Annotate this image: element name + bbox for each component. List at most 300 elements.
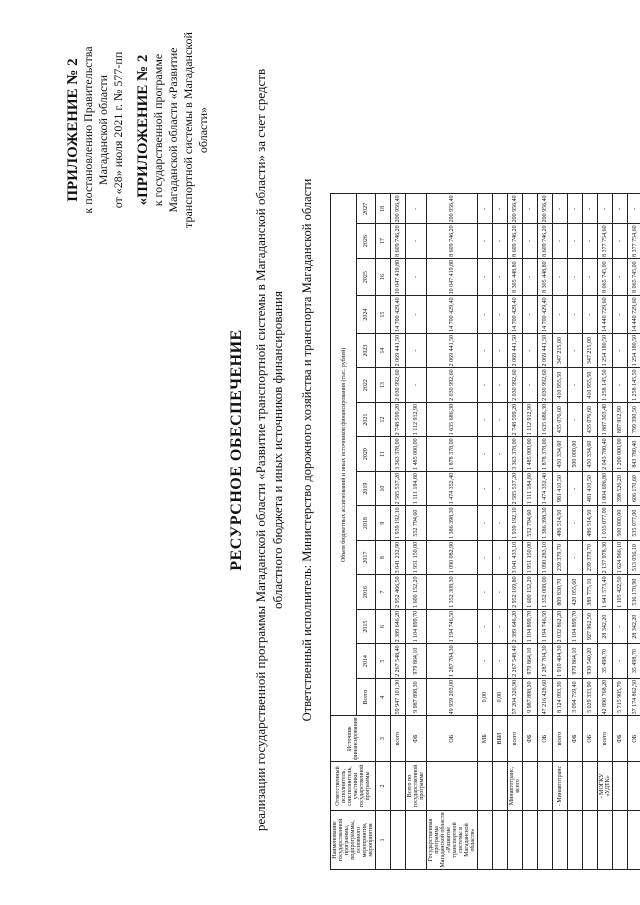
table-cell: -	[493, 575, 508, 610]
table-cell: 450 334,60	[583, 437, 598, 472]
table-cell: -	[613, 368, 628, 403]
col-header-group: Объем бюджетных ассигнований и иных источников финансирования (тыс. рублей)	[331, 194, 357, 716]
table-cell	[613, 762, 628, 811]
table-cell	[478, 811, 493, 870]
table-cell	[391, 811, 406, 870]
table-cell	[523, 762, 538, 811]
table-cell: 535 077,00	[628, 506, 640, 541]
table-row	[508, 194, 523, 870]
table-cell: -	[493, 194, 508, 224]
table-cell: -	[478, 224, 493, 259]
table-cell: 2 267 548,40	[508, 644, 523, 679]
table-cell: -	[613, 296, 628, 334]
table-row	[406, 194, 427, 870]
table-cell: -	[583, 194, 598, 224]
table-cell: 2 043 780,40	[598, 437, 613, 472]
column-number: 6	[376, 609, 391, 644]
table-cell: 10 047 419,80	[427, 258, 478, 296]
table-cell: 200 956,40	[538, 194, 553, 224]
table-cell: 1 878 378,00	[538, 437, 553, 472]
table-cell: 1 112 912,90	[406, 402, 427, 437]
column-number: 2	[376, 762, 391, 811]
table-cell: 2 389 646,20	[508, 609, 523, 644]
table-cell: 1 287 704,30	[427, 644, 478, 679]
table-cell	[406, 811, 427, 870]
column-number: 15	[376, 296, 391, 334]
table-cell: 843 780,40	[628, 437, 640, 472]
table-cell: всего	[553, 716, 568, 762]
table-cell: 14 700 429,40	[538, 296, 553, 334]
table-cell: 481 410,50	[583, 471, 598, 506]
col-header-year: 2026	[357, 224, 376, 259]
table-cell: -	[493, 258, 508, 296]
table-row	[391, 194, 406, 870]
table-cell: 1 004 696,80	[598, 471, 613, 506]
table-cell: 1 258 145,50	[598, 368, 613, 403]
table-cell	[628, 811, 640, 870]
table-cell: -	[613, 194, 628, 224]
column-number-row	[376, 194, 391, 870]
table-cell: 1 352 008,00	[538, 575, 553, 610]
table-cell: 14 700 429,40	[427, 296, 478, 334]
table-cell: -	[568, 471, 583, 506]
table-cell: -	[613, 644, 628, 679]
table-cell: -	[478, 609, 493, 644]
table-cell: -	[568, 506, 583, 541]
table-cell: 9 987 898,30	[406, 678, 427, 716]
table-cell: 2 030 992,60	[508, 368, 523, 403]
table-cell: 3 041 433,10	[508, 540, 523, 575]
table-cell: -	[568, 402, 583, 437]
table-cell: 1 474 352,40	[427, 471, 478, 506]
table-cell: 8 609 746,20	[538, 224, 553, 259]
table-cell: 347 215,00	[553, 333, 568, 368]
table-cell: 1 194 746,50	[427, 609, 478, 644]
table-cell: 8 609 746,20	[427, 224, 478, 259]
col-header-year: 2020	[357, 437, 376, 472]
table-cell	[568, 811, 583, 870]
table-cell: -	[613, 609, 628, 644]
table-cell: 10 047 419,80	[391, 258, 406, 296]
table-cell: -	[553, 296, 568, 334]
table-cell: ОБ	[538, 716, 553, 762]
table-cell: -	[478, 368, 493, 403]
table-cell: 1 194 746,50	[538, 609, 553, 644]
table-cell: 1 104 899,70	[523, 609, 538, 644]
table-cell: ФБ	[613, 716, 628, 762]
col-header-year: 2015	[357, 609, 376, 644]
table-cell: -	[523, 333, 538, 368]
col-header-year: 2019	[357, 471, 376, 506]
table-cell	[583, 762, 598, 811]
table-cell: -	[523, 194, 538, 224]
table-cell: 2 030 992,60	[427, 368, 478, 403]
table-cell: -	[493, 333, 508, 368]
table-cell: ОБ	[628, 716, 640, 762]
table-cell: 389 775,10	[583, 575, 598, 610]
table-cell: 14 700 429,40	[508, 296, 523, 334]
table-cell: 927 962,50	[583, 609, 598, 644]
table-cell: 1 352 308,30	[427, 575, 478, 610]
table-row	[628, 194, 640, 870]
table-cell: 3 094 759,40	[568, 678, 583, 716]
table-cell: -	[493, 471, 508, 506]
table-cell: 979 864,10	[523, 644, 538, 679]
col-header-name: Наименование государственной программы, подпрограммы, основного мероприятия, мероприятия	[331, 811, 376, 870]
table-cell: -	[478, 194, 493, 224]
table-cell: 1 485 000,00	[523, 437, 538, 472]
table-cell: 979 864,10	[568, 644, 583, 679]
table-cell: -	[553, 224, 568, 259]
responsible-executor: Ответственный исполнитель: Министерство дорожного хозяйства и транспорта Магаданской области	[300, 178, 314, 722]
table-cell: 1 635 686,30	[538, 402, 553, 437]
table-cell: 1 258 145,50	[628, 368, 640, 403]
table-cell: 37 174 862,50	[628, 678, 640, 716]
column-number: 14	[376, 333, 391, 368]
document-subtitle: реализации государственной программы Магаданской области «Развитие транспортной системы в Магаданской области» за счет средств областного бюджета и иных источников финансирования	[253, 68, 285, 832]
table-cell: -	[568, 194, 583, 224]
table-cell: 552 794,60	[406, 506, 427, 541]
table-cell: -	[478, 644, 493, 679]
table-cell: 239 379,70	[553, 540, 568, 575]
table-cell: 435 076,60	[553, 402, 568, 437]
table-cell: 930 540,20	[583, 644, 598, 679]
table-cell: 799 390,50	[628, 402, 640, 437]
table-cell: -	[553, 194, 568, 224]
table-cell: 2 585 537,20	[508, 471, 523, 506]
table-cell: -	[478, 258, 493, 296]
table-cell: 8 377 754,60	[598, 224, 613, 259]
col-header-year: 2018	[357, 506, 376, 541]
table-cell: 1 104 899,70	[406, 609, 427, 644]
table-cell: -	[568, 540, 583, 575]
appendix-line-2: Магаданской области	[96, 74, 110, 186]
table-cell	[391, 762, 406, 811]
table-cell	[523, 811, 538, 870]
table-cell	[628, 762, 640, 811]
table-cell: 1 600 152,20	[523, 575, 538, 610]
table-cell: 1 090 283,10	[538, 540, 553, 575]
table-cell: -	[493, 506, 508, 541]
table-cell: 47 216 428,60	[538, 678, 553, 716]
table-cell: 200 956,40	[427, 194, 478, 224]
column-number: 1	[376, 811, 391, 870]
col-header-source: Источник финансирования	[331, 716, 376, 762]
table-cell: 8 609 746,20	[391, 224, 406, 259]
table-cell: 59 947 101,30	[391, 678, 406, 716]
table-cell	[427, 762, 478, 811]
table-cell: 2 389 646,20	[391, 609, 406, 644]
table-cell: 2 748 599,20	[508, 402, 523, 437]
table-cell: 1 624 966,10	[613, 540, 628, 575]
table-cell: 8 609 746,20	[508, 224, 523, 259]
column-number: 17	[376, 224, 391, 259]
column-number: 11	[376, 437, 391, 472]
table-cell: -	[406, 368, 427, 403]
table-cell: -	[493, 296, 508, 334]
table-cell: 2 069 441,50	[391, 333, 406, 368]
table-cell: всего	[391, 716, 406, 762]
table-cell: 1 635 686,30	[427, 402, 478, 437]
table-cell: -	[613, 333, 628, 368]
table-cell: -	[613, 224, 628, 259]
table-cell	[583, 811, 598, 870]
table-cell: 1 104 899,70	[568, 609, 583, 644]
table-cell: 8 305 448,80	[508, 258, 523, 296]
table-cell: -	[406, 194, 427, 224]
table-cell: 1 105 422,50	[613, 575, 628, 610]
table-cell: 8 377 754,60	[628, 224, 640, 259]
table-cell: 28 342,20	[628, 609, 640, 644]
table-cell: -	[478, 296, 493, 334]
table-cell: -	[583, 296, 598, 334]
table-cell: 2 030 992,60	[391, 368, 406, 403]
table-cell: - Минавтотранс	[553, 762, 568, 811]
table-cell: Всего по государственной программе	[406, 762, 427, 811]
table-cell: -	[406, 224, 427, 259]
table-cell: -	[478, 506, 493, 541]
table-cell: 552 794,60	[523, 506, 538, 541]
table-cell: всего	[508, 716, 523, 762]
table-cell: ОБ	[427, 716, 478, 762]
table-cell: 2 137 978,30	[598, 540, 613, 575]
table-cell: 5 715 905,70	[613, 678, 628, 716]
table-cell: -	[493, 368, 508, 403]
table-cell	[478, 762, 493, 811]
column-number: 8	[376, 540, 391, 575]
table-cell: 1 939 192,10	[391, 506, 406, 541]
table-row	[493, 194, 508, 870]
column-number: 9	[376, 506, 391, 541]
table-cell	[508, 811, 523, 870]
table-cell: 809 830,70	[553, 575, 568, 610]
table-cell: всего	[598, 716, 613, 762]
table-cell: 14 440 729,60	[598, 296, 613, 334]
table-cell: 8 305 448,80	[538, 258, 553, 296]
appendix-line-1: к постановлению Правительства	[81, 46, 95, 214]
table-cell: 979 864,10	[406, 644, 427, 679]
table-cell: 1 641 573,40	[598, 575, 613, 610]
table-cell: 1 112 912,90	[523, 402, 538, 437]
table-cell: 49 959 203,00	[427, 678, 478, 716]
table-cell: 1 386 398,30	[427, 506, 478, 541]
table-row	[538, 194, 553, 870]
table-cell: -	[628, 194, 640, 224]
table-cell: 1 485 000,00	[406, 437, 427, 472]
table-row	[598, 194, 613, 870]
table-cell: 42 890 768,20	[598, 678, 613, 716]
table-cell: -	[406, 296, 427, 334]
table-cell: ОБ	[583, 716, 598, 762]
table-cell	[553, 811, 568, 870]
table-cell: -	[568, 368, 583, 403]
table-cell: -	[598, 194, 613, 224]
table-cell: 1 910 404,30	[553, 644, 568, 679]
table-cell: 486 514,50	[553, 506, 568, 541]
col-header-year: 2014	[357, 644, 376, 679]
table-cell: 28 342,20	[598, 609, 613, 644]
table-cell: 2 952 169,80	[508, 575, 523, 610]
table-cell: -	[478, 540, 493, 575]
table-body	[376, 194, 640, 870]
table-cell: -	[568, 333, 583, 368]
appendix2-title: «ПРИЛОЖЕНИЕ № 2	[135, 54, 151, 206]
table-header-row	[331, 194, 357, 870]
table-cell: 2 952 466,50	[391, 575, 406, 610]
table-cell: -	[478, 437, 493, 472]
table-cell: 1 111 184,80	[523, 471, 538, 506]
table-cell: 200 956,40	[391, 194, 406, 224]
table-cell	[538, 811, 553, 870]
table-cell: 57 204 326,90	[508, 678, 523, 716]
col-header-year: 2027	[357, 194, 376, 224]
table-cell	[493, 762, 508, 811]
table-cell: 2 585 537,20	[391, 471, 406, 506]
column-number: 12	[376, 402, 391, 437]
appendix-title: ПРИЛОЖЕНИЕ № 2	[65, 58, 81, 202]
table-cell: 1 111 184,80	[406, 471, 427, 506]
table-row	[568, 194, 583, 870]
table-cell: 1 600 152,20	[406, 575, 427, 610]
column-number: 10	[376, 471, 391, 506]
table-cell: 2 032 862,20	[553, 609, 568, 644]
table-cell: 200 956,40	[508, 194, 523, 224]
table-cell: ВБИ	[493, 716, 508, 762]
table-cell	[568, 762, 583, 811]
table-cell: 1 035 077,00	[598, 506, 613, 541]
table-cell: 887 912,90	[613, 402, 628, 437]
table-cell: ФБ	[523, 716, 538, 762]
table-cell: -	[493, 224, 508, 259]
table-cell: 536 170,90	[628, 575, 640, 610]
table-cell: 1 951 150,00	[406, 540, 427, 575]
table-cell: 1 090 082,90	[427, 540, 478, 575]
column-number: 7	[376, 575, 391, 610]
table-cell: -	[406, 258, 427, 296]
table-cell: -	[493, 540, 508, 575]
table-row	[583, 194, 598, 870]
table-cell: 1 951 150,00	[523, 540, 538, 575]
col-header-year: 2022	[357, 368, 376, 403]
table-cell: -	[478, 471, 493, 506]
table-cell: 239 379,70	[583, 540, 598, 575]
table-cell: 981 410,50	[553, 471, 568, 506]
table-cell: -	[583, 224, 598, 259]
table-cell: 1 200 000,00	[613, 437, 628, 472]
table-cell: -	[478, 402, 493, 437]
table-cell: 8 124 093,30	[553, 678, 568, 716]
table-cell: ФБ	[568, 716, 583, 762]
table-row	[553, 194, 568, 870]
table-cell: -	[478, 333, 493, 368]
table-cell: -	[613, 258, 628, 296]
column-number: 16	[376, 258, 391, 296]
table-cell: -	[523, 296, 538, 334]
table-cell: -	[553, 258, 568, 296]
table-cell: -	[523, 258, 538, 296]
table-cell: Минавтотранс, всего	[508, 762, 523, 811]
table-cell: 14 440 729,60	[628, 296, 640, 334]
table-cell: 35 498,70	[628, 644, 640, 679]
table-cell: 14 700 429,40	[391, 296, 406, 334]
table-cell	[493, 811, 508, 870]
table-row	[523, 194, 538, 870]
table-cell: 9 987 898,30	[523, 678, 538, 716]
col-header-year: 2017	[357, 540, 376, 575]
table-cell: -	[406, 333, 427, 368]
column-number: 18	[376, 194, 391, 224]
col-header-year: 2021	[357, 402, 376, 437]
table-cell: 1 878 378,00	[427, 437, 478, 472]
table-cell: 347 215,00	[583, 333, 598, 368]
appendix2-text: к государственной программе Магаданской области «Развитие транспортной системы в Магаданской области»	[151, 32, 210, 228]
table-cell: 500 000,00	[568, 437, 583, 472]
document-title: РЕСУРСНОЕ ОБЕСПЕЧЕНИЕ	[228, 329, 245, 571]
table-cell: -	[493, 437, 508, 472]
table-cell: 1 474 352,40	[538, 471, 553, 506]
table-cell: - МОГКУ «УДТК»	[598, 762, 613, 811]
table-cell: -	[568, 296, 583, 334]
table-cell: 410 955,50	[553, 368, 568, 403]
col-header-year: 2023	[357, 333, 376, 368]
table-cell: 1 287 704,30	[538, 644, 553, 679]
table-cell: 2 030 992,60	[538, 368, 553, 403]
table-row	[427, 194, 478, 870]
column-number: 4	[376, 678, 391, 716]
table-cell: -	[523, 368, 538, 403]
table-row	[478, 194, 493, 870]
table-cell: 5 029 333,90	[583, 678, 598, 716]
appendix-line-3: от «28» июля 2021 г. № 577-пп	[111, 51, 125, 209]
table-cell: Государственная программа Магаданской области «Развитие транспортной системы в Магаданской области»	[428, 812, 476, 868]
table-cell	[538, 762, 553, 811]
table-cell: -	[493, 644, 508, 679]
table-row	[613, 194, 628, 870]
table-cell: 435 076,60	[583, 402, 598, 437]
table-cell: 0,00	[493, 678, 508, 716]
table-cell: -	[568, 258, 583, 296]
table-cell: 2 748 599,20	[391, 402, 406, 437]
table-cell: 1 254 180,50	[628, 333, 640, 368]
table-cell	[598, 811, 613, 870]
col-header-year: 2016	[357, 575, 376, 610]
table-cell: 606 170,60	[628, 471, 640, 506]
table-cell: 1 386 398,30	[538, 506, 553, 541]
table-cell: 35 498,70	[598, 644, 613, 679]
table-cell: 420 055,60	[568, 575, 583, 610]
table-cell: -	[568, 224, 583, 259]
table-cell: 8 065 745,00	[598, 258, 613, 296]
table-cell: -	[523, 224, 538, 259]
table-cell: 500 000,00	[613, 506, 628, 541]
table-cell: 8 065 745,00	[628, 258, 640, 296]
table-cell: МБ	[478, 716, 493, 762]
table-cell: 3 363 378,00	[508, 437, 523, 472]
table-cell: -	[493, 402, 508, 437]
table-cell: 450 334,60	[553, 437, 568, 472]
table-cell: 1 254 180,50	[598, 333, 613, 368]
table-cell: -	[493, 609, 508, 644]
table-cell: 3 041 232,90	[391, 540, 406, 575]
table-cell: 513 056,10	[628, 540, 640, 575]
table-cell: 1 887 303,40	[598, 402, 613, 437]
col-header-year: 2025	[357, 258, 376, 296]
table-cell: 2 069 441,50	[538, 333, 553, 368]
appendix-header	[66, 30, 211, 230]
table-cell: 3 363 378,00	[391, 437, 406, 472]
table-cell: 2 069 441,50	[427, 333, 478, 368]
col-header-executor: Ответственный исполнитель, соисполнитель, участники государственной программы	[331, 762, 376, 811]
